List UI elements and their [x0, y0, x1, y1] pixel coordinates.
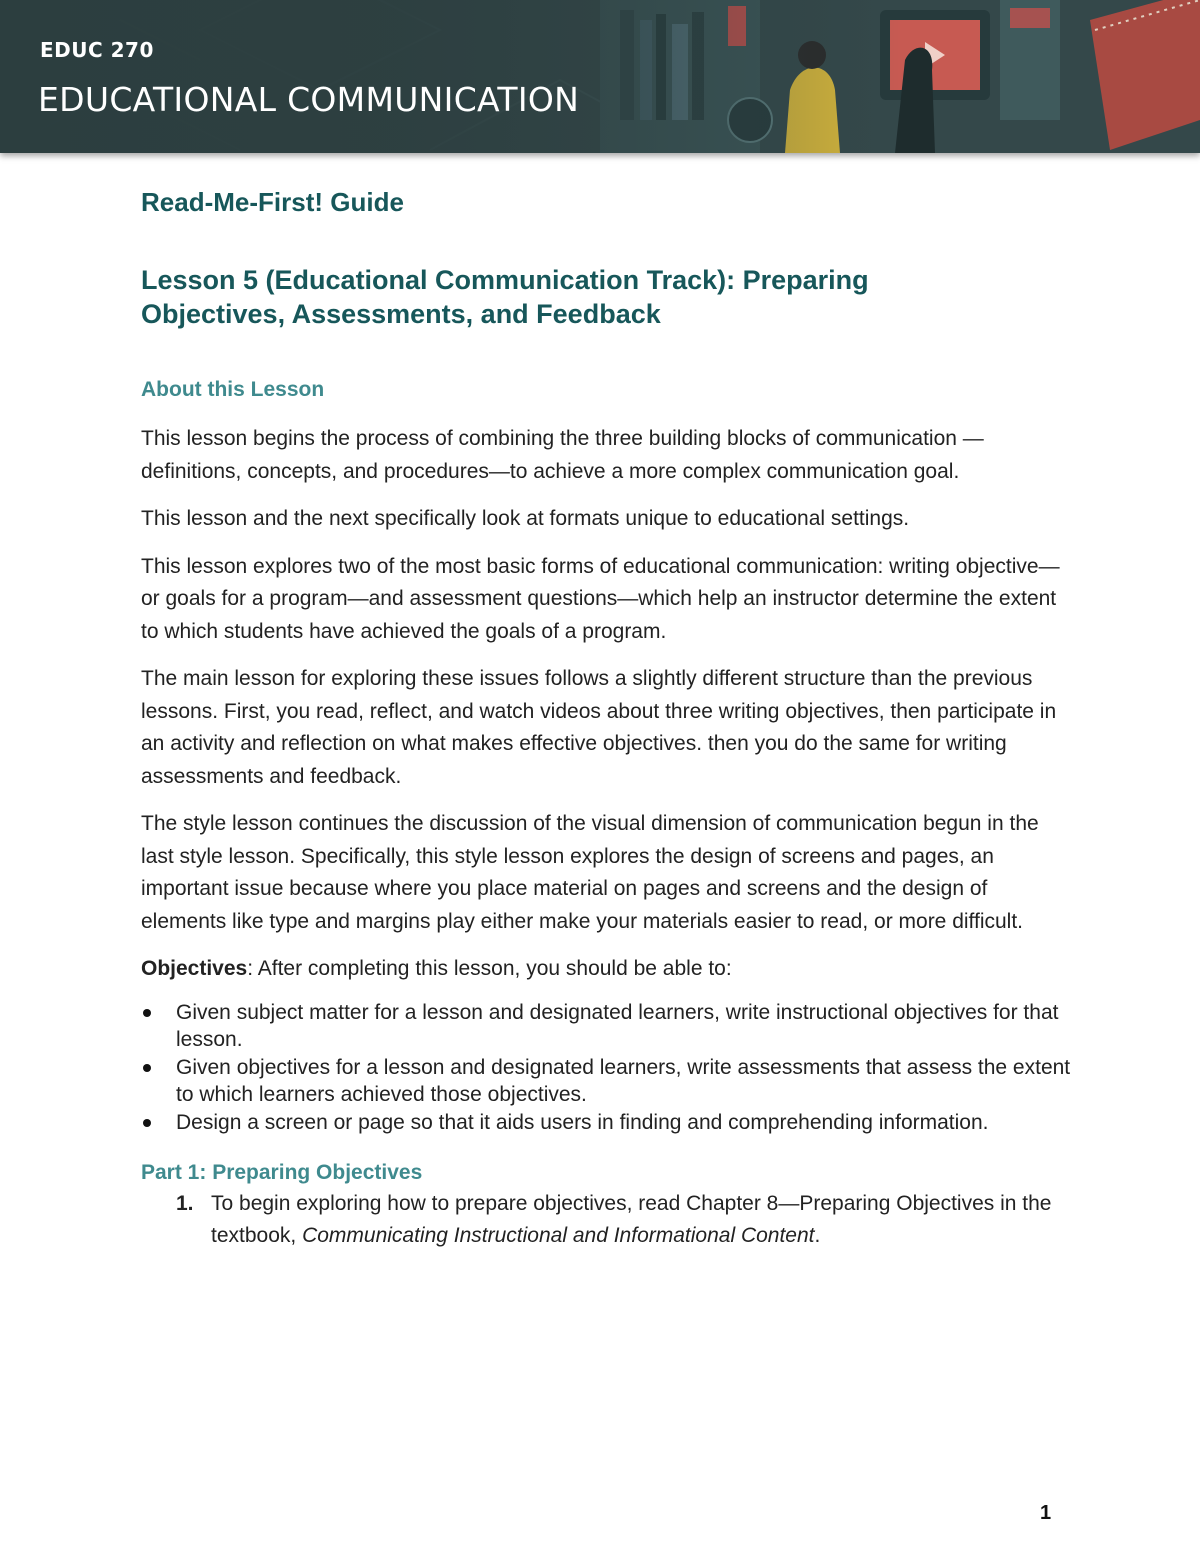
document-body [141, 183, 1071, 1252]
about-paragraph: This lesson explores two of the most basic forms of educational communication: writing objective—or goals for a program—and assessment questions—which help an instructor determine the extent to which students have achieved the goals of a program. [141, 554, 1060, 643]
list-item [141, 1054, 1071, 1108]
course-title: EDUCATIONAL COMMUNICATION [38, 80, 580, 119]
header-banner [0, 0, 1200, 153]
about-paragraph: The main lesson for exploring these issues follows a slightly different structure than the previous lessons. First, you read, reflect, and watch videos about three writing objectives, then participate in an activity and reflection on what makes effective objectives. then you do the same for writing assessments and feedback. [141, 667, 1057, 788]
objectives-label: Objectives [141, 957, 248, 980]
page-number: 1 [1040, 1502, 1052, 1524]
lesson-title-line2: Objectives, Assessments, and Feedback [141, 299, 661, 329]
about-heading: About this Lesson [141, 378, 325, 401]
bullet-icon [143, 1119, 151, 1127]
objective-text: Given subject matter for a lesson and designated learners, write instructional objectives for that lesson. [176, 1001, 1059, 1051]
step-number: 1. [176, 1192, 194, 1215]
objectives-intro [141, 953, 1071, 985]
lesson-title [141, 263, 1071, 331]
objective-text: Design a screen or page so that it aids users in finding and comprehending information. [176, 1111, 989, 1134]
list-item [141, 1188, 1071, 1252]
bullet-icon [143, 1064, 151, 1072]
part1-heading: Part 1: Preparing Objectives [141, 1161, 423, 1184]
about-paragraph: The style lesson continues the discussion of the visual dimension of communication begun in the last style lesson. Specifically, this style lesson explores the design of screens and pages, an important issue because where you place material on pages and screens and the design of elements like type and margins play either make your materials easier to read, or more difficult. [141, 812, 1039, 933]
objectives-intro-text: : After completing this lesson, you should be able to: [247, 957, 732, 980]
about-paragraph: This lesson begins the process of combining the three building blocks of communication —definitions, concepts, and procedures—to achieve a more complex communication goal. [141, 427, 984, 483]
guide-title: Read-Me-First! Guide [141, 187, 404, 217]
objective-text: Given objectives for a lesson and designated learners, write assessments that assess the extent to which learners achieved those objectives. [176, 1056, 1071, 1106]
step-text: To begin exploring how to prepare objectives, read Chapter 8—Preparing Objectives in the textbook, [211, 1192, 1052, 1247]
list-item [141, 999, 1071, 1053]
course-code: EDUC 270 [40, 38, 154, 62]
part1-steps [141, 1188, 1071, 1252]
bullet-icon [143, 1009, 151, 1017]
lesson-title-line1: Lesson 5 (Educational Communication Track): Preparing [141, 265, 869, 295]
objectives-list [141, 999, 1071, 1136]
banner-illustration [0, 0, 1200, 153]
textbook-title: Communicating Instructional and Informational Content [302, 1224, 815, 1247]
step-end: . [814, 1224, 821, 1247]
about-paragraph: This lesson and the next specifically look at formats unique to educational settings. [141, 507, 910, 530]
list-item [141, 1109, 1071, 1136]
